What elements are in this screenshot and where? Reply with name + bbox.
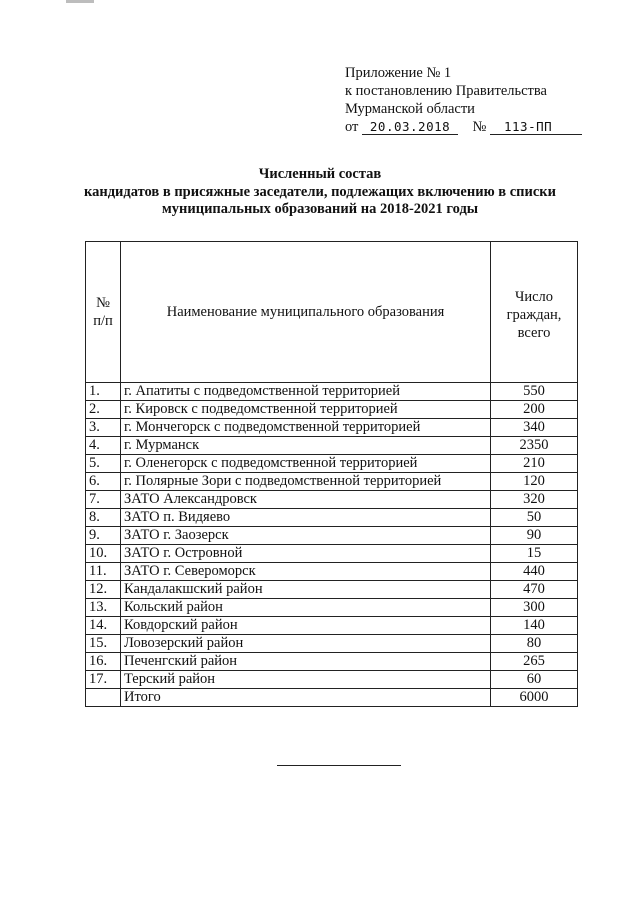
date-prefix: от — [345, 119, 359, 135]
row-count: 140 — [491, 617, 578, 635]
header-count: Число граждан, всего — [491, 242, 578, 383]
row-num: 6. — [86, 473, 121, 491]
total-num — [86, 689, 121, 707]
total-label: Итого — [121, 689, 491, 707]
row-num: 10. — [86, 545, 121, 563]
signature-line — [277, 765, 401, 766]
row-num: 17. — [86, 671, 121, 689]
appendix-date-line — [345, 118, 582, 136]
row-count: 210 — [491, 455, 578, 473]
row-count: 50 — [491, 509, 578, 527]
row-count: 320 — [491, 491, 578, 509]
row-num: 14. — [86, 617, 121, 635]
row-name: Ловозерский район — [121, 635, 491, 653]
table-row — [86, 617, 578, 635]
row-count: 15 — [491, 545, 578, 563]
row-name: Кандалакшский район — [121, 581, 491, 599]
decree-date: 20.03.2018 — [362, 120, 458, 135]
header-name: Наименование муниципального образования — [121, 242, 491, 383]
row-name: г. Апатиты с подведомственной территорией — [121, 383, 491, 401]
row-num: 12. — [86, 581, 121, 599]
scan-mark — [66, 0, 94, 3]
row-count: 2350 — [491, 437, 578, 455]
header-num: № п/п — [86, 242, 121, 383]
row-name: г. Кировск с подведомственной территорией — [121, 401, 491, 419]
row-num: 4. — [86, 437, 121, 455]
number-prefix: № — [472, 119, 487, 135]
table-row — [86, 491, 578, 509]
row-count: 120 — [491, 473, 578, 491]
appendix-line-1: Приложение № 1 — [345, 65, 452, 81]
row-count: 440 — [491, 563, 578, 581]
row-count: 80 — [491, 635, 578, 653]
table-row — [86, 581, 578, 599]
title-line-2: кандидатов в присяжные заседатели, подлежащих включению в списки — [83, 183, 557, 200]
row-num: 9. — [86, 527, 121, 545]
row-count: 265 — [491, 653, 578, 671]
table-row — [86, 437, 578, 455]
row-name: г. Оленегорск с подведомственной территорией — [121, 455, 491, 473]
row-num: 7. — [86, 491, 121, 509]
table-row — [86, 671, 578, 689]
total-row — [86, 689, 578, 707]
title-line-1: Численный состав — [258, 166, 382, 182]
row-num: 11. — [86, 563, 121, 581]
table-row — [86, 653, 578, 671]
row-count: 300 — [491, 599, 578, 617]
row-num: 8. — [86, 509, 121, 527]
row-name: ЗАТО г. Североморск — [121, 563, 491, 581]
row-count: 90 — [491, 527, 578, 545]
row-name: ЗАТО Александровск — [121, 491, 491, 509]
decree-number: 113-ПП — [490, 120, 582, 135]
row-num: 1. — [86, 383, 121, 401]
row-name: г. Мончегорск с подведомственной территорией — [121, 419, 491, 437]
row-count: 200 — [491, 401, 578, 419]
row-num: 13. — [86, 599, 121, 617]
row-count: 60 — [491, 671, 578, 689]
row-count: 550 — [491, 383, 578, 401]
row-name: г. Мурманск — [121, 437, 491, 455]
table-row — [86, 635, 578, 653]
row-name: Ковдорский район — [121, 617, 491, 635]
table-row — [86, 383, 578, 401]
table-row — [86, 455, 578, 473]
table-row — [86, 599, 578, 617]
row-name: ЗАТО г. Заозерск — [121, 527, 491, 545]
row-count: 470 — [491, 581, 578, 599]
table-row — [86, 527, 578, 545]
row-count: 340 — [491, 419, 578, 437]
appendix-line-2: к постановлению Правительства — [345, 83, 547, 99]
table-row — [86, 563, 578, 581]
row-num: 16. — [86, 653, 121, 671]
table-row — [86, 419, 578, 437]
title-line-3: муниципальных образований на 2018-2021 годы — [161, 201, 479, 217]
candidates-table — [85, 241, 578, 707]
table-row — [86, 473, 578, 491]
table-row — [86, 545, 578, 563]
total-count: 6000 — [491, 689, 578, 707]
row-num: 5. — [86, 455, 121, 473]
row-name: Печенгский район — [121, 653, 491, 671]
row-num: 2. — [86, 401, 121, 419]
table-row — [86, 401, 578, 419]
row-name: ЗАТО г. Островной — [121, 545, 491, 563]
table-header-row — [86, 242, 578, 383]
row-name: Терский район — [121, 671, 491, 689]
row-name: Кольский район — [121, 599, 491, 617]
table-row — [86, 509, 578, 527]
row-num: 15. — [86, 635, 121, 653]
appendix-line-3: Мурманской области — [345, 101, 475, 117]
row-name: г. Полярные Зори с подведомственной территорией — [121, 473, 491, 491]
row-name: ЗАТО п. Видяево — [121, 509, 491, 527]
document-title — [60, 166, 580, 219]
appendix-block — [345, 64, 582, 136]
row-num: 3. — [86, 419, 121, 437]
